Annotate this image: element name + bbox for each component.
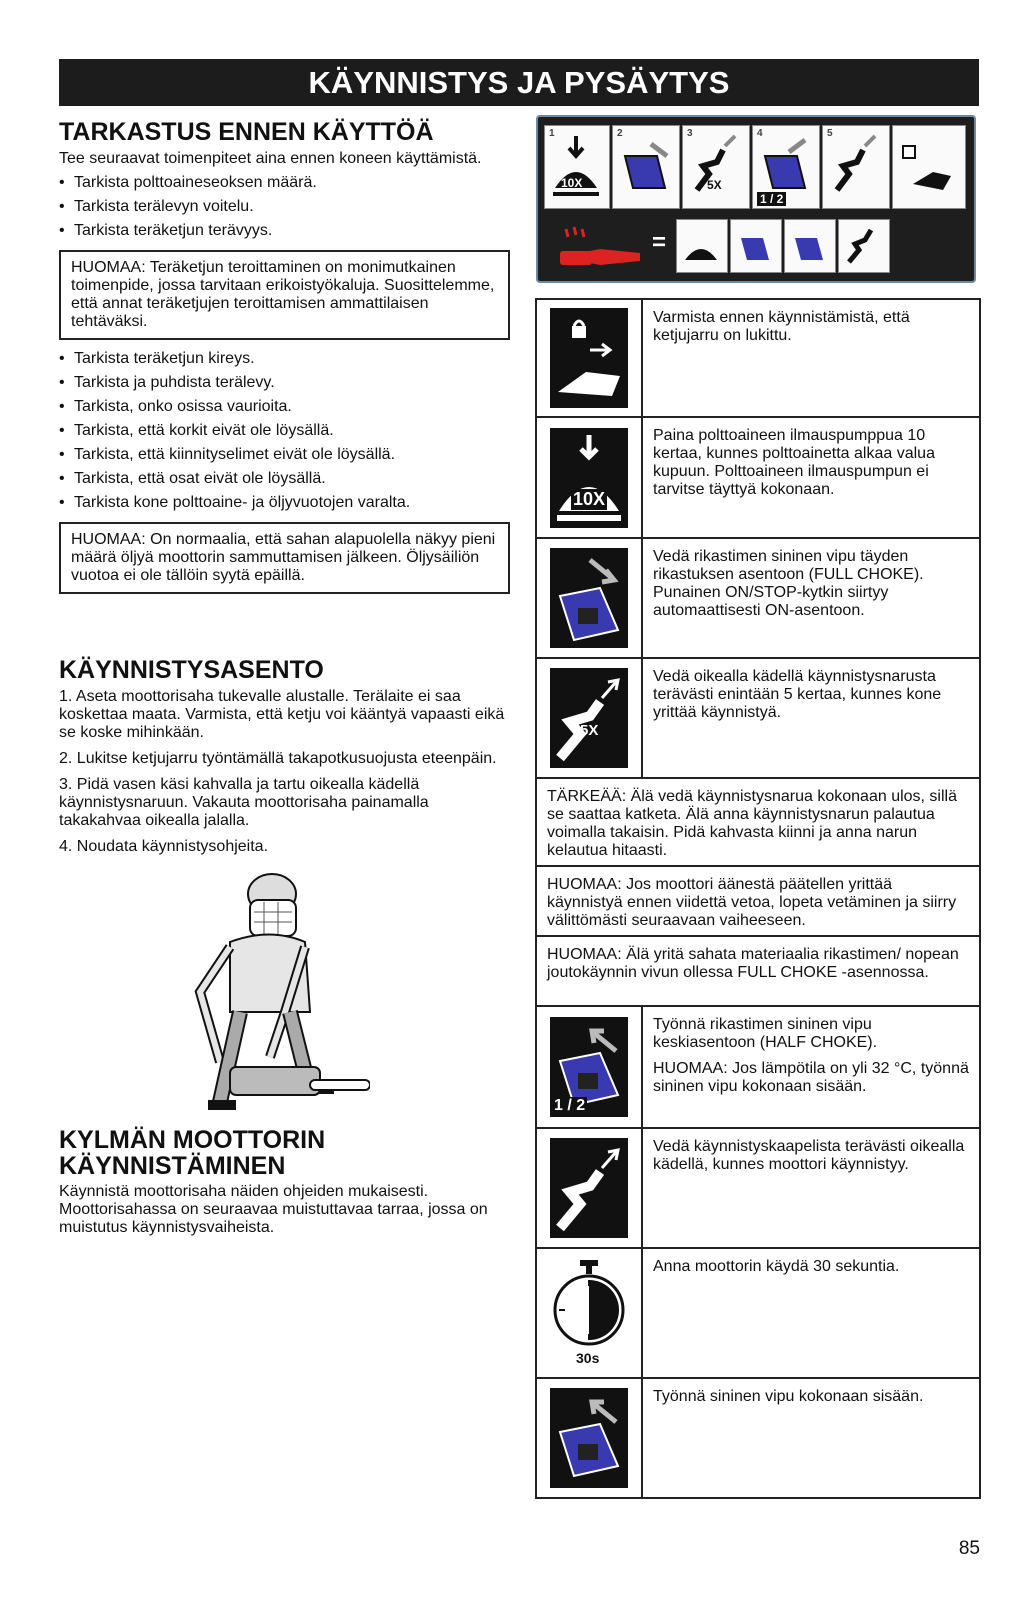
choke-lever-pull-icon (550, 548, 628, 648)
operator-illustration (190, 872, 370, 1117)
table-row (537, 1007, 979, 1129)
note-pull-count: HUOMAA: Jos moottori äänestä päätellen yrittää käynnistyä ennen viidettä vetoa, lopeta vetäminen ja siirry välittömästi seuraavaan vaiheeseen. (547, 876, 957, 929)
decal-step-4: 4 1 / 2 (752, 125, 820, 209)
cold-start-heading: KYLMÄN MOOTTORIN KÄYNNISTÄMINEN (59, 1126, 326, 1180)
inspection-section (59, 118, 509, 594)
table-row (537, 779, 979, 867)
table-row (537, 539, 979, 659)
choke-lever-half-icon: 1 / 2 (550, 1017, 628, 1117)
cold-start-text: Käynnistä moottorisaha näiden ohjeiden mukaisesti. Moottorisahassa on seuraavaa muistuttavaa tarraa, jossa on muistutus käynnistysvaiheista. (59, 1183, 488, 1236)
list-item: • Tarkista teräketjun kireys. (59, 350, 509, 368)
cold-start-section (59, 1127, 509, 1237)
table-row (537, 867, 979, 937)
decal-hot-step-2 (730, 219, 782, 273)
oil-note: HUOMAA: On normaalia, että sahan alapuolella näkyy pieni määrä öljyä moottorin sammuttamisen jälkeen. Öljysäiliön vuotoa ei ole tällöin syytä epäillä. (59, 522, 510, 594)
starter-handle-icon (550, 1138, 628, 1238)
stopwatch-icon: 30s (550, 1258, 628, 1368)
page-title: KÄYNNISTYS JA PYSÄYTYS (59, 59, 979, 106)
list-item: • Tarkista, onko osissa vaurioita. (59, 398, 509, 416)
starting-steps-table (535, 298, 981, 1499)
primer-bulb-icon (677, 220, 725, 270)
primer-bulb-icon: 10X (550, 428, 628, 528)
decal-step-2: 2 (612, 125, 680, 209)
step-text: Vedä käynnistyskaapelista terävästi oikealla kädellä, kunnes moottori käynnistyy. (653, 1138, 965, 1173)
starting-decal (536, 115, 976, 283)
decal-hot-step-4 (838, 219, 890, 273)
note-full-choke: HUOMAA: Älä yritä sahata materiaalia rikastimen/ nopean joutokäynnin vivun ollessa FULL CHOKE -asennossa. (547, 946, 959, 981)
table-row (537, 1379, 979, 1497)
inspection-heading: TARKASTUS ENNEN KÄYTTÖÄ (59, 118, 434, 146)
list-item: • Tarkista teräketjun terävyys. (59, 222, 509, 240)
decal-hot-step-3 (784, 219, 836, 273)
lock-chainsaw-icon (893, 126, 963, 206)
choke-lever-pull-icon (731, 220, 779, 270)
page-number: 85 (958, 1538, 980, 1559)
start-position-heading: KÄYNNISTYSASENTO (59, 656, 324, 684)
step-2: 2. Lukitse ketjujarru työntämällä takapotkusuojusta eteenpäin. (59, 750, 497, 767)
decal-step-3: 3 5X (682, 125, 750, 209)
step-text: Varmista ennen käynnistämistä, että ketjujarru on lukittu. (653, 309, 910, 344)
decal-hot-step-1 (676, 219, 728, 273)
list-item: • Tarkista, että korkit eivät ole löysällä. (59, 422, 509, 440)
hot-chainsaw-icon (556, 221, 646, 271)
starter-handle-icon (839, 220, 887, 270)
step-3: 3. Pidä vasen käsi kahvalla ja tartu oikealla kädellä käynnistysnaruun. Vakauta moottorisaha painamalla takakahvaa oikealla jalalla. (59, 776, 429, 829)
inspection-intro: Tee seuraavat toimenpiteet aina ennen koneen käyttämistä. (59, 150, 482, 167)
table-row (537, 1249, 979, 1379)
list-item: • Tarkista, että kiinnityselimet eivät ole löysällä. (59, 446, 509, 464)
sharpening-note: HUOMAA: Teräketjun teroittaminen on monimutkainen toimenpide, jossa tarvitaan erikoistyökaluja. Suosittelemme, että annat teräketjujen teroittamisen ammattilaisen tehtäväksi. (59, 250, 510, 340)
list-item: • Tarkista polttoaineseoksen määrä. (59, 174, 509, 192)
list-item: • Tarkista kone polttoaine- ja öljyvuotojen varalta. (59, 494, 509, 512)
table-row (537, 300, 979, 418)
inspection-list-2 (59, 350, 509, 512)
choke-lever-half-icon (785, 220, 833, 270)
equals-sign: = (652, 229, 667, 256)
start-position-section (59, 656, 509, 856)
decal-step-6 (892, 125, 966, 209)
step-text: Työnnä sininen vipu kokonaan sisään. (653, 1388, 924, 1405)
inspection-list-1 (59, 174, 509, 240)
step-text: Anna moottorin käydä 30 sekuntia. (653, 1258, 900, 1275)
lock-chainsaw-icon (550, 308, 628, 408)
step-text: Vedä rikastimen sininen vipu täyden rikastuksen asentoon (FULL CHOKE). Punainen ON/STOP-kytkin siirtyy automaattisesti ON-asentoon. (653, 548, 924, 619)
step-1: 1. Aseta moottorisaha tukevalle alustalle. Terälaite ei saa koskettaa maata. Varmista, että ketju voi kääntyä vapaasti eikä se koske mihinkään. (59, 688, 505, 741)
decal-step-5: 5 (822, 125, 890, 209)
table-row (537, 937, 979, 1007)
step-4: 4. Noudata käynnistysohjeita. (59, 838, 269, 855)
step-text: Paina polttoaineen ilmauspumppua 10 kertaa, kunnes polttoainetta alkaa valua kupuun. Polttoaineen ilmauspumpun ei tarvitse täyttyä kokonaan. (653, 427, 935, 498)
starter-handle-icon: 5X (550, 668, 628, 768)
step-text: Vedä oikealla kädellä käynnistysnarusta terävästi enintään 5 kertaa, kunnes kone yrittää käynnistyä. (653, 668, 942, 721)
decal-step-1: 1 10X (544, 125, 610, 209)
list-item: • Tarkista terälevyn voitelu. (59, 198, 509, 216)
temperature-note: HUOMAA: Jos lämpötila on yli 32 °C, työnnä sininen vipu kokonaan sisään. (653, 1060, 969, 1095)
table-row (537, 659, 979, 779)
step-text: Työnnä rikastimen sininen vipu keskiasentoon (HALF CHOKE). (653, 1016, 878, 1051)
choke-lever-push-icon (550, 1388, 628, 1488)
important-note: TÄRKEÄÄ: Älä vedä käynnistysnarua kokonaan ulos, sillä se saattaa katketa. Älä anna käynnistysnarun palautua voimalla takaisin. Pidä kahvasta kiinni ja anna narun kelautua hitaasti. (547, 788, 957, 859)
list-item: • Tarkista ja puhdista terälevy. (59, 374, 509, 392)
list-item: • Tarkista, että osat eivät ole löysällä. (59, 470, 509, 488)
table-row (537, 418, 979, 539)
table-row (537, 1129, 979, 1249)
